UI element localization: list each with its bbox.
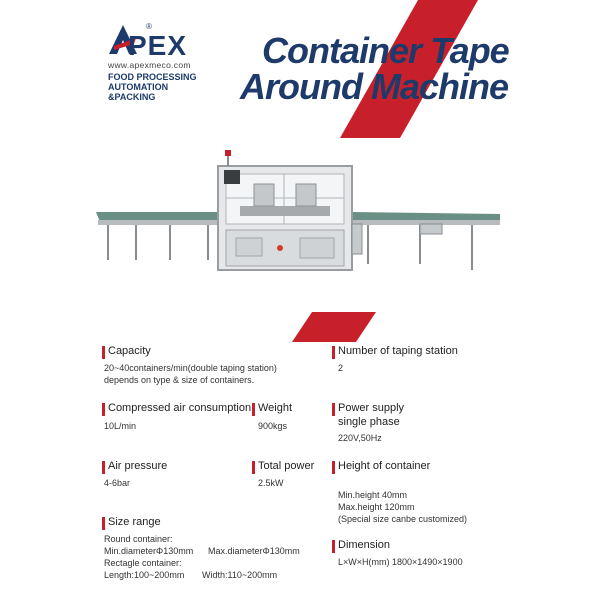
height-note: (Special size canbe customized) xyxy=(338,514,468,524)
dimension-marker xyxy=(332,540,335,553)
round-max-diameter: Max.diameterΦ130mm xyxy=(208,546,300,556)
size-range-label: Size range xyxy=(108,516,161,528)
round-min-diameter: Min.diameterΦ130mm xyxy=(104,546,194,556)
round-container-title: Round container: xyxy=(104,534,173,544)
air-pressure-value: 4-6bar xyxy=(104,478,131,488)
height-min: Min.height 40mm xyxy=(338,490,408,500)
weight-label: Weight xyxy=(258,402,293,414)
taping-station-marker xyxy=(332,346,335,359)
capacity-value-line-1: 20~40containers/min(double taping station) xyxy=(104,363,277,373)
air-consumption-value: 10L/min xyxy=(104,421,137,431)
total-power-label: Total power xyxy=(258,460,315,472)
tagline-line-2: AUTOMATION xyxy=(108,82,169,92)
air-consumption-marker xyxy=(102,403,105,416)
tagline-line-3: &PACKING xyxy=(108,92,156,102)
weight-value: 900kgs xyxy=(258,421,288,431)
size-range-marker xyxy=(102,517,105,530)
height-label: Height of container xyxy=(338,460,431,472)
capacity-value-line-2: depends on type & size of containers. xyxy=(104,375,255,385)
height-marker xyxy=(332,461,335,474)
total-power-value: 2.5kW xyxy=(258,478,284,488)
height-max: Max.height 120mm xyxy=(338,502,415,512)
rect-length: Length:100~200mm xyxy=(104,570,185,580)
air-pressure-label: Air pressure xyxy=(108,460,168,472)
air-pressure-marker xyxy=(102,461,105,474)
section-red-slash xyxy=(292,312,376,342)
power-supply-value: 220V,50Hz xyxy=(338,433,382,443)
capacity-marker xyxy=(102,346,105,359)
power-supply-phase: single phase xyxy=(338,416,400,428)
dimension-value: L×W×H(mm) 1800×1490×1900 xyxy=(338,557,463,567)
machine-image xyxy=(90,148,510,278)
total-power-marker xyxy=(252,461,255,474)
weight-marker xyxy=(252,403,255,416)
website-url: www.apexmeco.com xyxy=(108,60,191,70)
tagline-line-1: FOOD PROCESSING xyxy=(108,72,197,82)
dimension-label: Dimension xyxy=(338,539,390,551)
power-supply-marker xyxy=(332,403,335,416)
rect-container-title: Rectagle container: xyxy=(104,558,182,568)
title-line-1: Container Tape xyxy=(262,30,509,71)
power-supply-label: Power supply xyxy=(338,402,405,414)
taping-station-label: Number of taping station xyxy=(338,345,458,357)
brand-name: PEX xyxy=(128,30,188,61)
registered-mark: ® xyxy=(146,22,152,31)
title-line-2: Around Machine xyxy=(240,66,509,107)
capacity-label: Capacity xyxy=(108,345,151,357)
rect-width: Width:110~200mm xyxy=(202,570,278,580)
air-consumption-label: Compressed air consumption xyxy=(108,402,252,414)
taping-station-value: 2 xyxy=(338,363,344,373)
